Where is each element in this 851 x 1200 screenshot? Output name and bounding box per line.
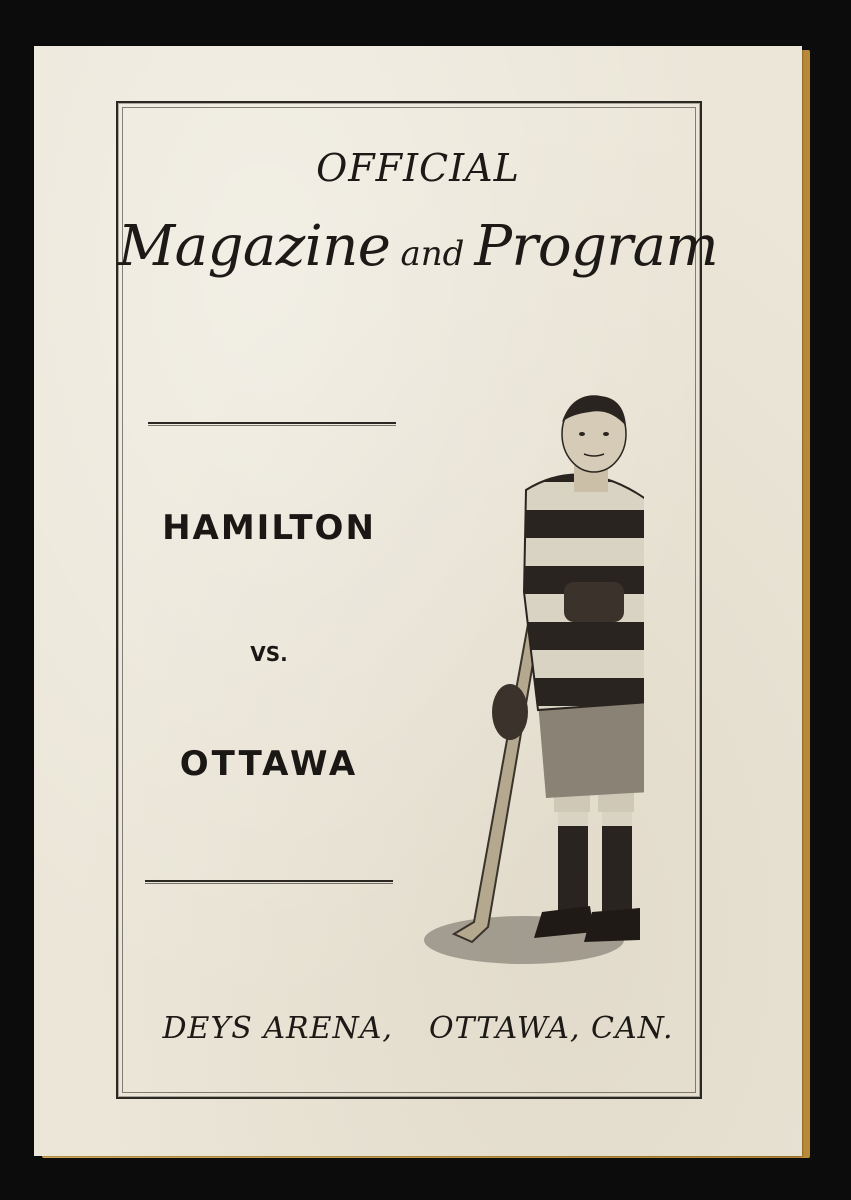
- divider-top: [148, 422, 396, 426]
- venue-location: OTTAWA, CAN.: [428, 1011, 674, 1046]
- title-program: Program: [474, 214, 719, 279]
- hockey-player-icon: [414, 342, 644, 972]
- hockey-player-photo: [414, 342, 644, 972]
- divider-bottom: [145, 880, 393, 884]
- team-away: OTTAWA: [179, 744, 359, 784]
- title-magazine: Magazine: [117, 214, 391, 279]
- title-official: OFFICIAL: [316, 146, 520, 190]
- versus-label: VS.: [250, 642, 288, 666]
- venue-name: DEYS ARENA,: [162, 1011, 393, 1046]
- program-cover: [34, 46, 802, 1156]
- venue-line: [34, 1011, 802, 1046]
- title-and: and: [400, 234, 465, 274]
- title-magazine-program: [34, 214, 802, 279]
- team-home: HAMILTON: [162, 508, 376, 548]
